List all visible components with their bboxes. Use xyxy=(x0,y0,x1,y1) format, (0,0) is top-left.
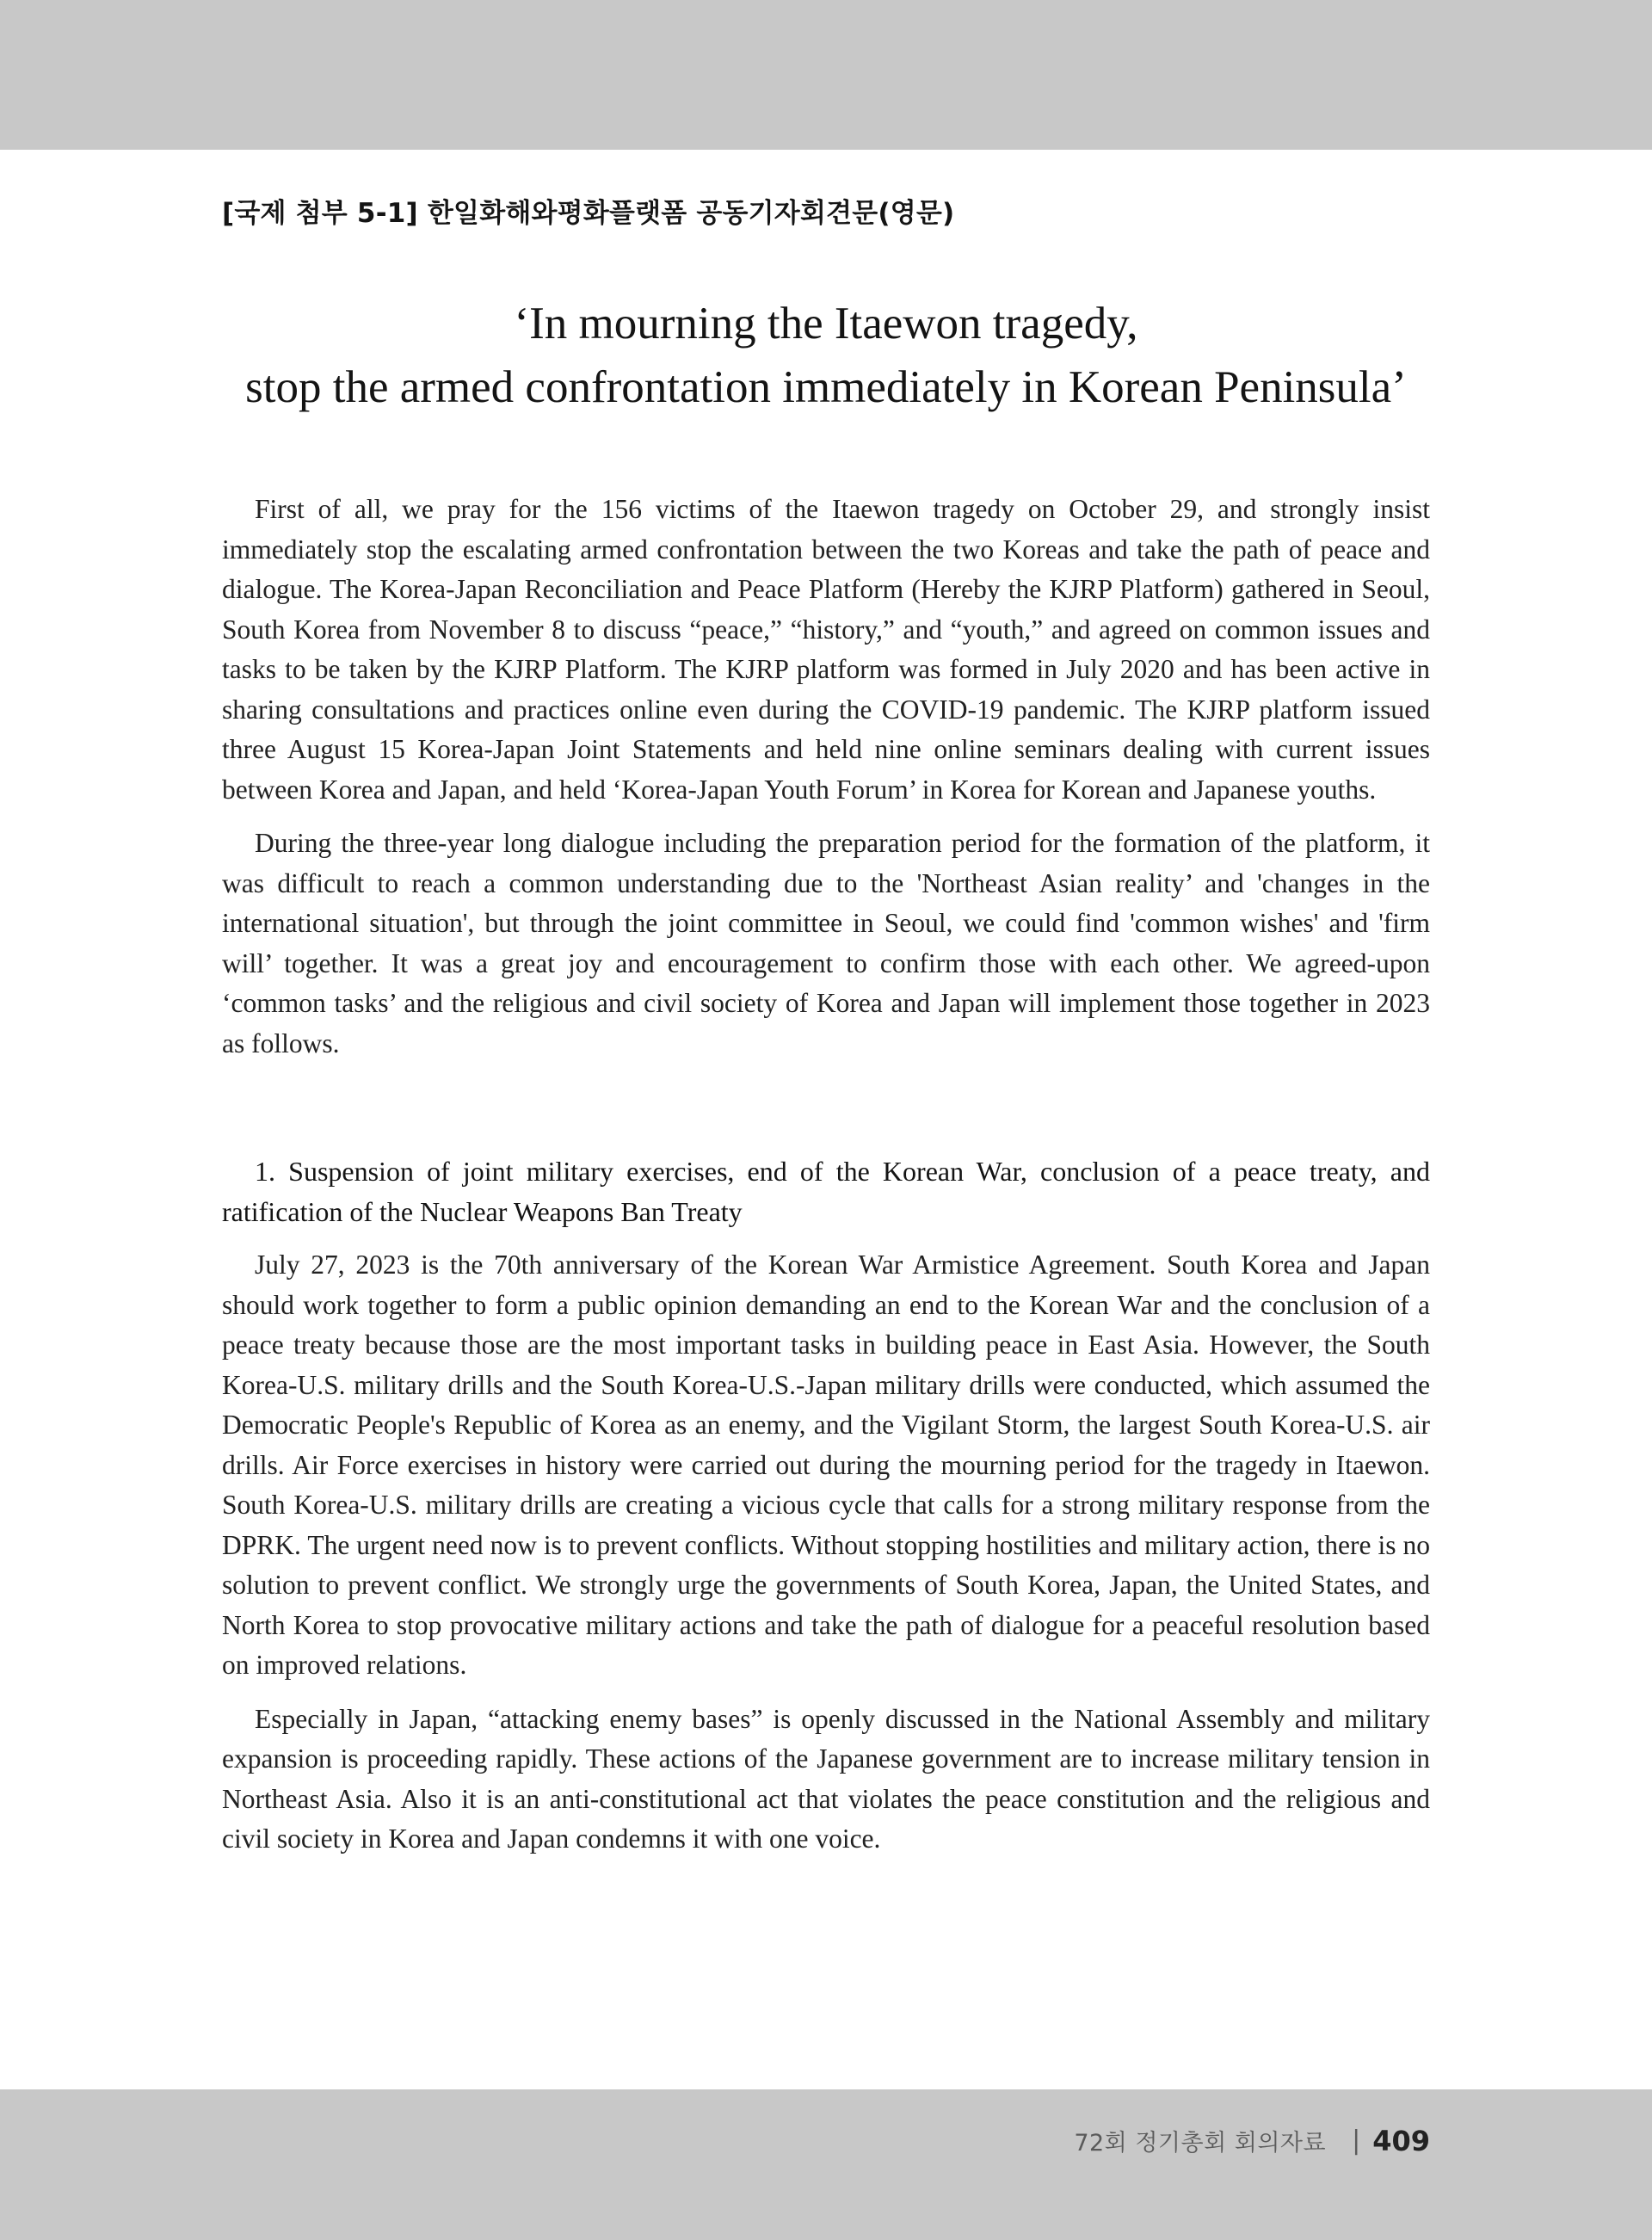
intro-paragraph-2: During the three-year long dialogue including the preparation period for the formation of the platform, it was difficult to reach a common understanding due to the 'Northeast Asian reality’ and 'changes in the international situation', but through the joint committee in Seoul, we could find 'common wishes' and 'firm will’ together. It was a great joy and encouragement to confirm those with each other. We agreed-upon ‘common tasks’ and the religious and civil society of Korea and Japan will implement those together in 2023 as follows. xyxy=(222,828,1430,1058)
page-content xyxy=(222,172,1430,1860)
page-number: 409 xyxy=(1372,2124,1430,2157)
header-band xyxy=(0,0,1652,150)
footer-band xyxy=(0,2089,1652,2240)
document-title xyxy=(222,292,1430,419)
page-footer xyxy=(1074,2124,1430,2157)
intro-paragraph-1: First of all, we pray for the 156 victims of the Itaewon tragedy on October 29, and strongly insist immediately stop the escalating armed confrontation between the two Koreas and take the path of peace and dialogue. The Korea-Japan Reconciliation and Peace Platform (Hereby the KJRP Platform) gathered in Seoul, South Korea from November 8 to discuss “peace,” “history,” and “youth,” and agreed on common issues and tasks to be taken by the KJRP Platform. The KJRP platform was formed in July 2020 and has been active in sharing consultations and practices online even during the COVID-19 pandemic. The KJRP platform issued three August 15 Korea-Japan Joint Statements and held nine online seminars dealing with current issues between Korea and Japan, and held ‘Korea-Japan Youth Forum’ in Korea for Korean and Japanese youths. xyxy=(222,494,1430,805)
section-label: [국제 첨부 5-1] 한일화해와평화플랫폼 공동기자회견문(영문) xyxy=(222,198,955,229)
footer-separator: | xyxy=(1352,2126,1361,2156)
section-1-paragraph-1: July 27, 2023 is the 70th anniversary of the Korean War Armistice Agreement. South Korea and Japan should work together to form a public opinion demanding an end to the Korean War and the conclusion of a peace treaty because those are the most important tasks in building peace in East Asia. However, the South Korea-U.S. military drills and the South Korea-U.S.-Japan military drills were conducted, which assumed the Democratic People's Republic of Korea as an enemy, and the Vigilant Storm, the largest South Korea-U.S. air drills. Air Force exercises in history were carried out during the mourning period for the tragedy in Itaewon. South Korea-U.S. military drills are creating a vicious cycle that calls for a strong military response from the DPRK. The urgent need now is to prevent conflicts. Without stopping hostilities and military action, there is no solution to prevent conflict. We strongly urge the governments of South Korea, Japan, the United States, and North Korea to stop provocative military actions and take the path of dialogue for a peaceful resolution based on improved relations. xyxy=(222,1250,1430,1680)
title-line-2: stop the armed confrontation immediately in Korean Peninsula’ xyxy=(245,362,1407,412)
title-line-1: ‘In mourning the Itaewon tragedy, xyxy=(514,299,1138,349)
section-1-heading: 1. Suspension of joint military exercises, end of the Korean War, conclusion of a peace treaty, and ratification of the Nuclear Weapons Ban Treaty xyxy=(222,1156,1430,1227)
section-1-paragraph-2: Especially in Japan, “attacking enemy bases” is openly discussed in the National Assembly and military expansion is proceeding rapidly. These actions of the Japanese government are to increase military tension in Northeast Asia. Also it is an anti-constitutional act that violates the peace constitution and the religious and civil society in Korea and Japan condemns it with one voice. xyxy=(222,1703,1430,1854)
meeting-label: 72회 정기총회 회의자료 xyxy=(1074,2130,1327,2157)
